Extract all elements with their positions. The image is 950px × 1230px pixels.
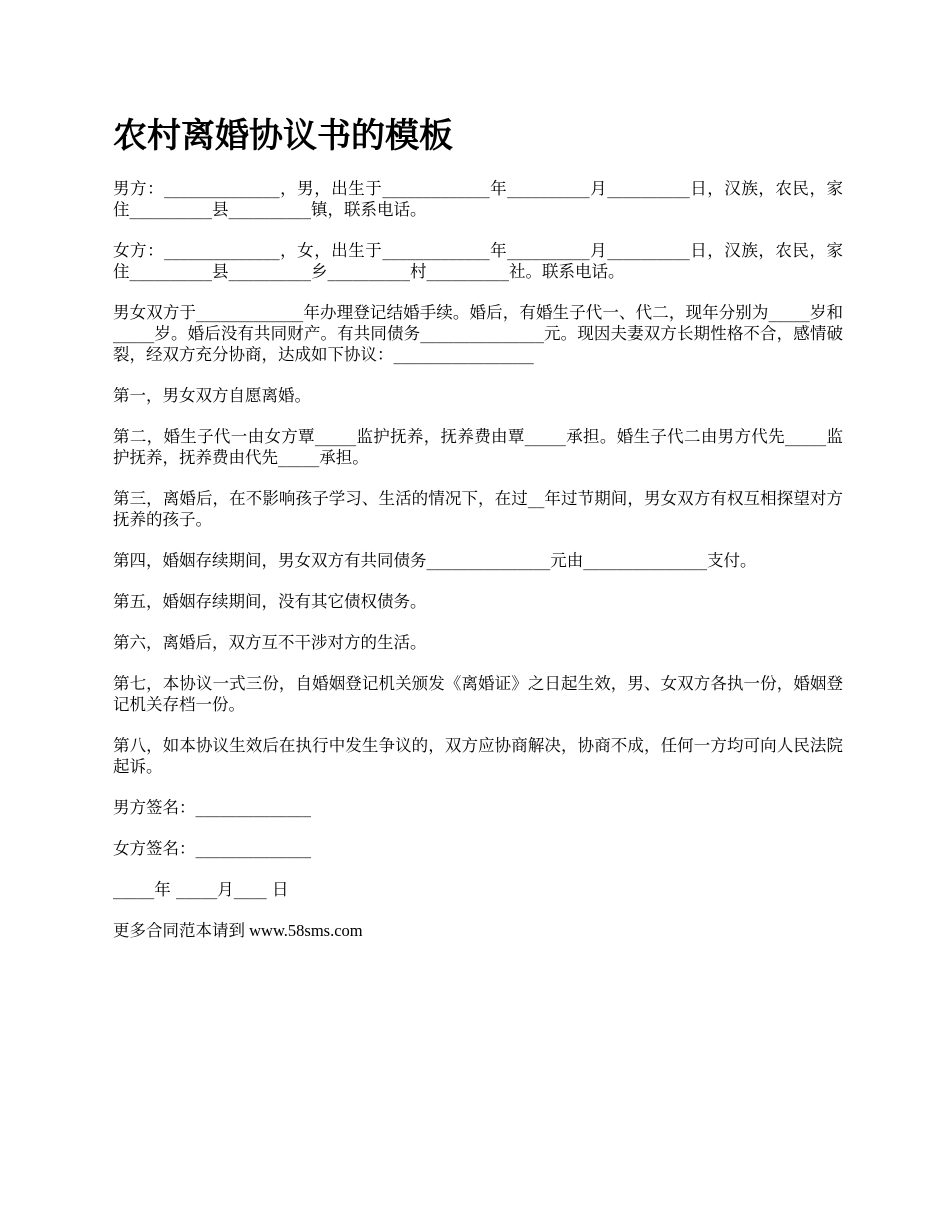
husband-signature: 男方签名：______________ bbox=[113, 798, 311, 817]
wife-signature: 女方签名：______________ bbox=[113, 839, 311, 858]
husband-info: 男方：______________，男，出生于_____________年__________月__________日，汉族，农民，家住__________县__________镇，联系电话。 bbox=[113, 179, 843, 219]
clause-7: 第七，本协议一式三份，自婚姻登记机关颁发《离婚证》之日起生效，男、女双方各执一份，婚姻登记机关存档一份。 bbox=[113, 674, 843, 714]
clause-2: 第二，婚生子代一由女方覃_____监护抚养，抚养费由覃_____承担。婚生子代二由男方代先_____监护抚养，抚养费由代先_____承担。 bbox=[113, 427, 843, 467]
document-page bbox=[113, 108, 843, 961]
signing-date: _____年 _____月____ 日 bbox=[113, 880, 289, 899]
clause-6: 第六，离婚后，双方互不干涉对方的生活。 bbox=[113, 633, 427, 652]
document-title: 农村离婚协议书的模板 bbox=[113, 116, 453, 156]
marriage-background: 男女双方于_____________年办理登记结婚手续。婚后，有婚生子代一、代二，现年分别为_____岁和_____岁。婚后没有共同财产。有共同债务_______________元。现因夫妻双方长期性格不合，感情破裂，经双方充分协商，达成如下协议：_________________ bbox=[113, 303, 843, 364]
more-templates-link[interactable]: 更多合同范本请到 www.58sms.com bbox=[113, 921, 363, 940]
wife-info: 女方：______________，女，出生于_____________年__________月__________日，汉族，农民，家住__________县__________乡__________村__________社。联系电话。 bbox=[113, 241, 843, 281]
clause-3: 第三，离婚后，在不影响孩子学习、生活的情况下，在过__年过节期间，男女双方有权互相探望对方抚养的孩子。 bbox=[113, 489, 843, 529]
clause-1: 第一，男女双方自愿离婚。 bbox=[113, 386, 311, 405]
clause-4: 第四，婚姻存续期间，男女双方有共同债务_______________元由_______________支付。 bbox=[113, 551, 757, 570]
clause-8: 第八，如本协议生效后在执行中发生争议的，双方应协商解决，协商不成，任何一方均可向人民法院起诉。 bbox=[113, 736, 843, 776]
clause-5: 第五，婚姻存续期间，没有其它债权债务。 bbox=[113, 592, 427, 611]
